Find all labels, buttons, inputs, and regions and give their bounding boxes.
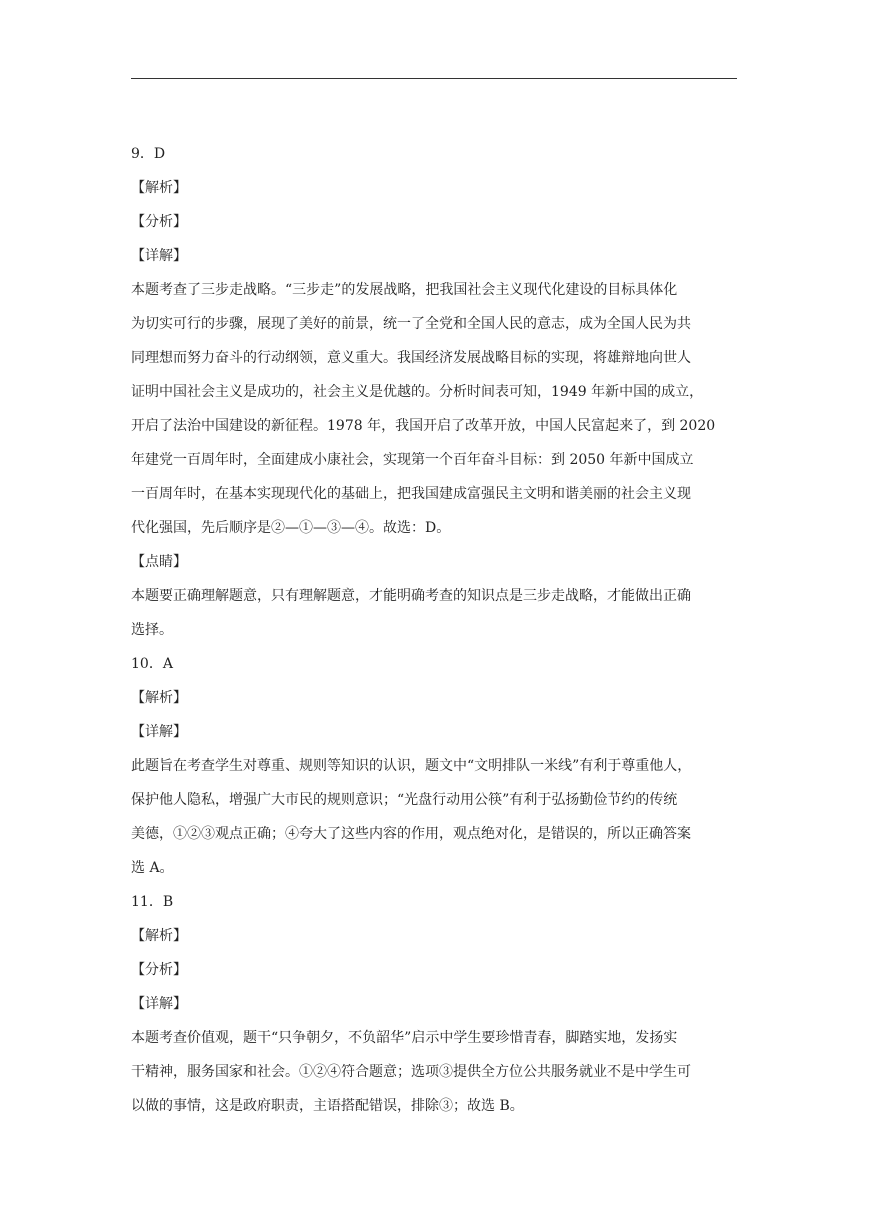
text-line: 代化强国，先后顺序是②—①—③—④。故选：D。 bbox=[131, 520, 451, 536]
text-line: 保护他人隐私，增强广大市民的规则意识；“光盘行动用公筷”有利于弘扬勤俭节约的传统 bbox=[131, 792, 678, 808]
text-line: 证明中国社会主义是成功的，社会主义是优越的。分析时间表可知，1949 年新中国的成立， bbox=[131, 384, 704, 400]
text-line: 以做的事情，这是政府职责，主语搭配错误，排除③；故选 B。 bbox=[131, 1098, 524, 1114]
text-line: 开启了法治中国建设的新征程。1978 年，我国开启了改革开放，中国人民富起来了，到 2020 bbox=[131, 418, 716, 434]
section-heading-fenxi: 【分析】 bbox=[131, 962, 187, 978]
answer-item-10 bbox=[131, 647, 737, 885]
section-heading-dianjing: 【点睛】 bbox=[131, 554, 187, 570]
section-heading-fenxi: 【分析】 bbox=[131, 214, 187, 230]
answer-item-11 bbox=[131, 885, 737, 1123]
text-line: 干精神，服务国家和社会。①②④符合题意；选项③提供全方位公共服务就业不是中学生可 bbox=[131, 1064, 691, 1080]
section-heading-xiangjie: 【详解】 bbox=[131, 996, 187, 1012]
text-line: 同理想而努力奋斗的行动纲领，意义重大。我国经济发展战略目标的实现，将雄辩地向世人 bbox=[131, 350, 691, 366]
answer-number: 11．B bbox=[131, 894, 174, 910]
section-heading-jiexi: 【解析】 bbox=[131, 690, 187, 706]
answer-number: 10．A bbox=[131, 656, 173, 672]
text-line: 年建党一百周年时，全面建成小康社会，实现第一个百年奋斗目标：到 2050 年新中国成立 bbox=[131, 452, 694, 468]
answer-number: 9．D bbox=[131, 146, 166, 162]
text-line: 此题旨在考查学生对尊重、规则等知识的认识，题文中“文明排队一米线”有利于尊重他人， bbox=[131, 758, 692, 774]
header-rule bbox=[131, 78, 737, 79]
text-line: 为切实可行的步骤，展现了美好的前景，统一了全党和全国人民的意志，成为全国人民为共 bbox=[131, 316, 691, 332]
text-line: 选择。 bbox=[131, 622, 173, 638]
answer-item-9 bbox=[131, 137, 737, 647]
text-line: 美德，①②③观点正确；④夸大了这些内容的作用，观点绝对化，是错误的，所以正确答案 bbox=[131, 826, 691, 842]
text-line: 一百周年时，在基本实现现代化的基础上，把我国建成富强民主文明和谐美丽的社会主义现 bbox=[131, 486, 691, 502]
text-line: 选 A。 bbox=[131, 860, 174, 876]
text-line: 本题考查了三步走战略。“三步走”的发展战略，把我国社会主义现代化建设的目标具体化 bbox=[131, 282, 678, 298]
text-line: 本题考查价值观，题干“只争朝夕，不负韶华”启示中学生要珍惜青春，脚踏实地，发扬实 bbox=[131, 1030, 678, 1046]
section-heading-xiangjie: 【详解】 bbox=[131, 724, 187, 740]
section-heading-jiexi: 【解析】 bbox=[131, 180, 187, 196]
document-body bbox=[131, 137, 737, 1123]
text-line: 本题要正确理解题意，只有理解题意，才能明确考查的知识点是三步走战略，才能做出正确 bbox=[131, 588, 691, 604]
section-heading-jiexi: 【解析】 bbox=[131, 928, 187, 944]
section-heading-xiangjie: 【详解】 bbox=[131, 248, 187, 264]
